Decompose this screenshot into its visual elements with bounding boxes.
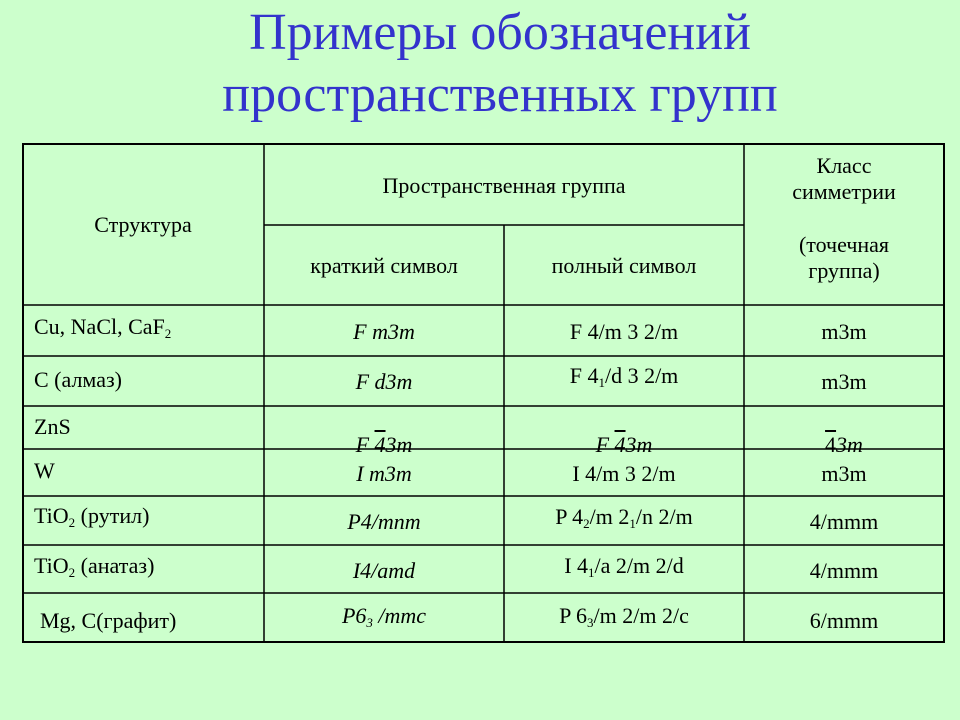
table-row-short-symbol: $P6_3$ /mmc xyxy=(341,603,427,630)
header-structure: Структура xyxy=(94,212,192,237)
space-group-table xyxy=(22,143,945,643)
table-row-class: 43m xyxy=(825,432,863,457)
table-row-full-symbol: F 4/m 3 2/m xyxy=(569,319,679,344)
table-row-full-symbol: P $6_3/m$ 2/m 2/c xyxy=(559,603,689,630)
table-row-class: m3m xyxy=(821,461,867,486)
title-line-1: Примеры обозначений xyxy=(249,4,751,61)
table-row-structure: C (алмаз) xyxy=(34,367,122,392)
table-row-short-symbol: F d3m xyxy=(355,369,413,394)
table-row-structure: TiO$_2$ (рутил) xyxy=(34,503,150,530)
table-row-full-symbol: P $4_2/m$ $2_1/n$ 2/m xyxy=(555,504,693,531)
header-short-symbol: краткий символ xyxy=(310,253,458,278)
table-row-full-symbol: I 4/m 3 2/m xyxy=(572,461,676,486)
page-title xyxy=(0,2,960,126)
header-space-group: Пространственная группа xyxy=(382,173,626,198)
header-full-symbol: полный символ xyxy=(551,253,697,278)
table-row-short-symbol: I4/amd xyxy=(352,558,416,583)
table-row-structure: Mg, C(графит) xyxy=(40,608,177,633)
table-row-structure: TiO$_2$ (анатаз) xyxy=(34,553,155,580)
table-row-short-symbol: P4/mnm xyxy=(347,509,421,534)
table-row-class: 4/mmm xyxy=(809,509,879,534)
table-row-class: 4/mmm xyxy=(809,558,879,583)
header-symmetry-class: Класс симметрии xyxy=(792,153,896,204)
table-row-structure: W xyxy=(34,458,55,483)
table-row-class: m3m xyxy=(821,319,867,344)
table-row-class: 6/mmm xyxy=(809,608,879,633)
table-row-full-symbol: I $4_1/a$ 2/m 2/d xyxy=(564,553,684,580)
title-line-2: пространственных групп xyxy=(222,66,778,123)
table-row-full-symbol: F $4_1/d$ 3 2/m xyxy=(569,363,679,390)
table-row-structure: Cu, NaCl, CaF$_2$ xyxy=(34,314,172,341)
header-point-group: (точечная группа) xyxy=(798,232,890,283)
table-row-short-symbol: I m3m xyxy=(356,461,412,486)
table-row-short-symbol: F 43m xyxy=(355,432,413,457)
table-row-full-symbol: F 43m xyxy=(595,432,653,457)
table-row-short-symbol: F m3m xyxy=(353,319,415,344)
table-row-class: m3m xyxy=(821,369,867,394)
table-row-structure: ZnS xyxy=(34,414,71,439)
